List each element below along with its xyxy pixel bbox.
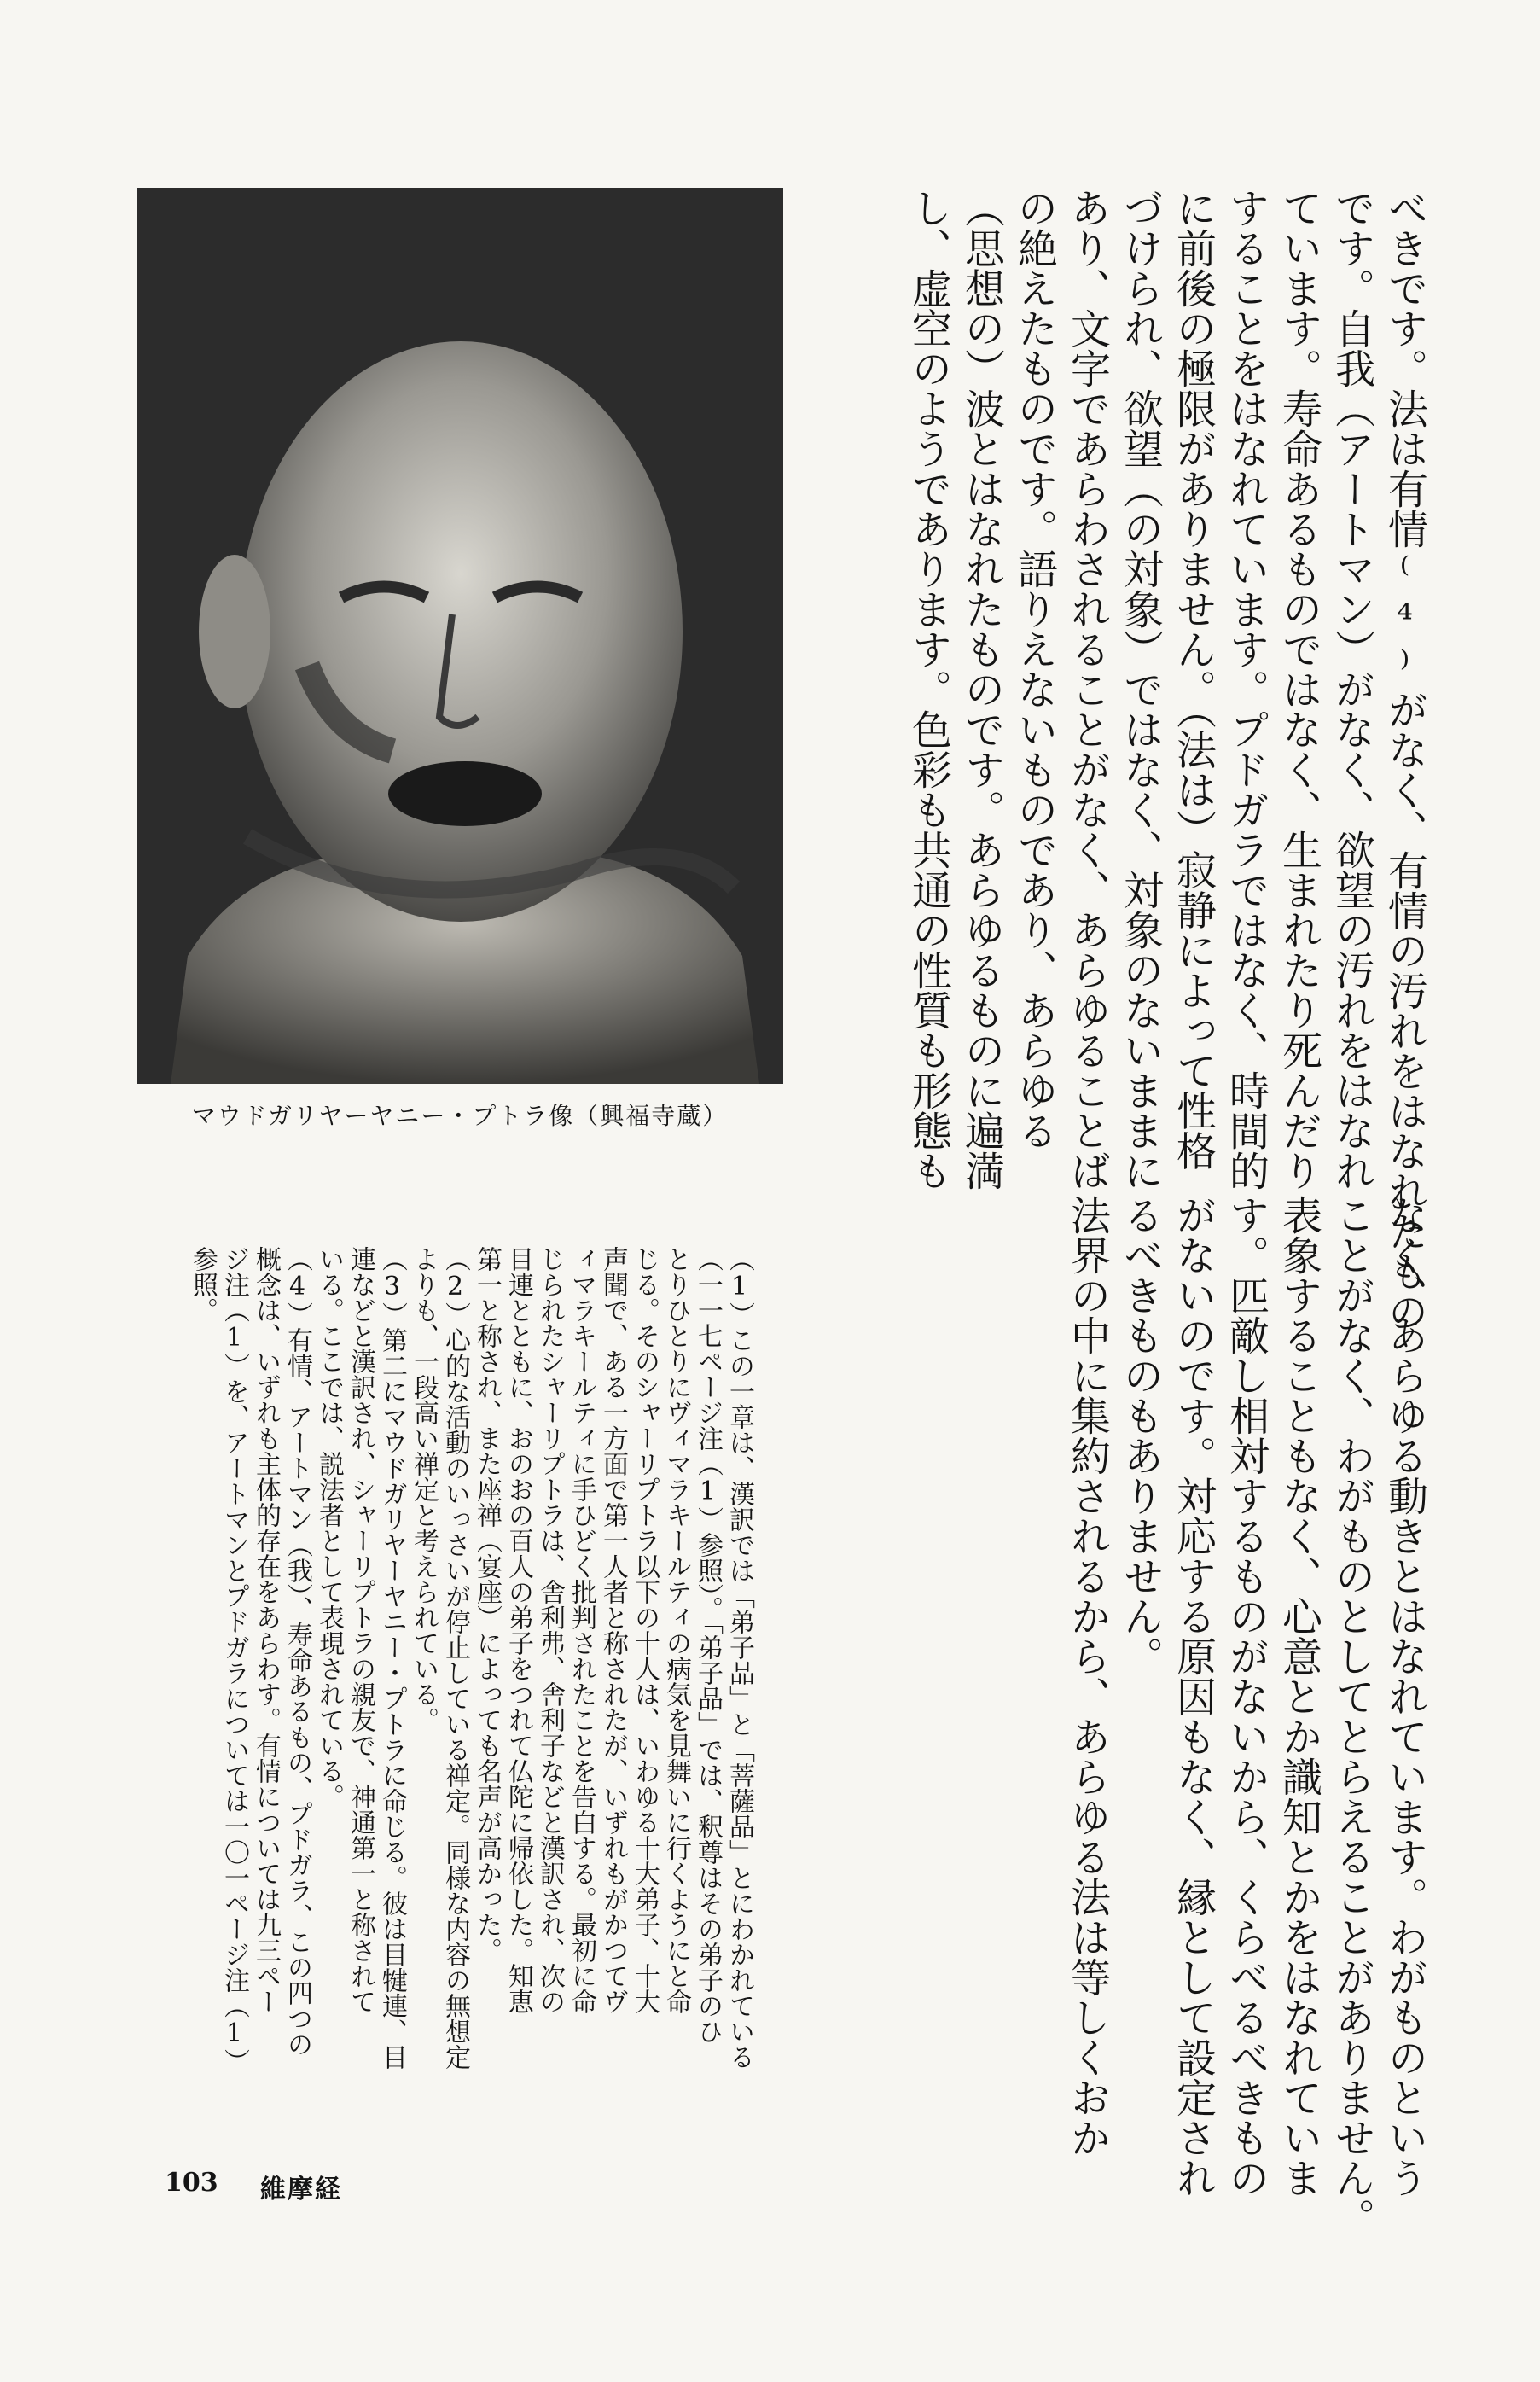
footnotes: （1）この一章は、漢訳では「弟子品」と「菩薩品」とにわかれている （一一七ページ注（1）参照）。「弟子品」では、釈尊はその弟子のひ とりひとりにヴィマラキールティの病気を見舞いに行くようにと命 じる。そのシャーリプトラ以下の十人は、いわゆる十大弟子、十大 声聞で、ある一方面で第一人者と称されたが、いずれもがかつてヴ ィマラキールティに手ひどく批判されたことを告白する。最初に命 じられたシャーリプトラは、舎利弗、舎利子などと漢訳され、次の 目連とともに、おのおの百人の弟子をつれて仏陀に帰依した。知恵 第一と称され、また座禅（宴座）によっても名声が高かった。 （2）心的な活動のいっさいが停止している禅定。同様な内容の無想定 よりも、一段高い禅定と考えられている。 （3）第二にマウドガリヤーヤニー・プトラに命じる。彼は目犍連、目 連などと漢訳され、シャーリプトラの親友で、神通第一と称されて いる。ここでは、説法者として表現されている。 （4）有情、アートマン（我）、寿命あるもの、プドガラ、この四つの 概念は、いずれも主体的存在をあらわす。有情については九三ペー ジ注（1）を、アートマンとプドガラについては一〇一ページ注（1） 参照。 — [188, 1246, 754, 2074]
photo-caption: マウドガリヤーヤニー・プトラ像（興福寺蔵） — [191, 1102, 729, 1130]
running-head: 維摩経 — [260, 2175, 342, 2204]
main-text-lower: なく、あらゆる動きとはなれています。わがものという ことがなく、わがものとしてとらえることがありません。 表象することもなく、心意とか識知とかをはなれていま す。匹敵し相対するものがないから、くらべるべきもの がないのです。対応する原因もなく、縁として設定され るべきものもありません。 法界の中に集約されるから、あらゆる法は等しくおか — [1064, 1195, 1428, 2238]
statue-photo — [137, 188, 783, 1084]
page-number: 103 — [165, 2168, 218, 2198]
statue-image — [137, 188, 783, 1084]
main-text-upper: べきです。法は有情⁽⁴⁾がなく、有情の汚れをはなれたもの です。自我（アートマン）がなく、欲望の汚れをはなれ ています。寿命あるものではなく、生まれたり死んだり することをはなれています。プドガラではなく、時間的 に前後の極限がありません。（法は）寂静によって性格 づけられ、欲望（の対象）ではなく、対象のないままに あり、文字であらわされることがなく、あらゆることば の絶えたものです。語りえないものであり、あらゆる （思想の）波とはなれたものです。あらゆるものに遍満 し、虚空のようであります。色彩も共通の性質も形態も — [905, 188, 1428, 1331]
